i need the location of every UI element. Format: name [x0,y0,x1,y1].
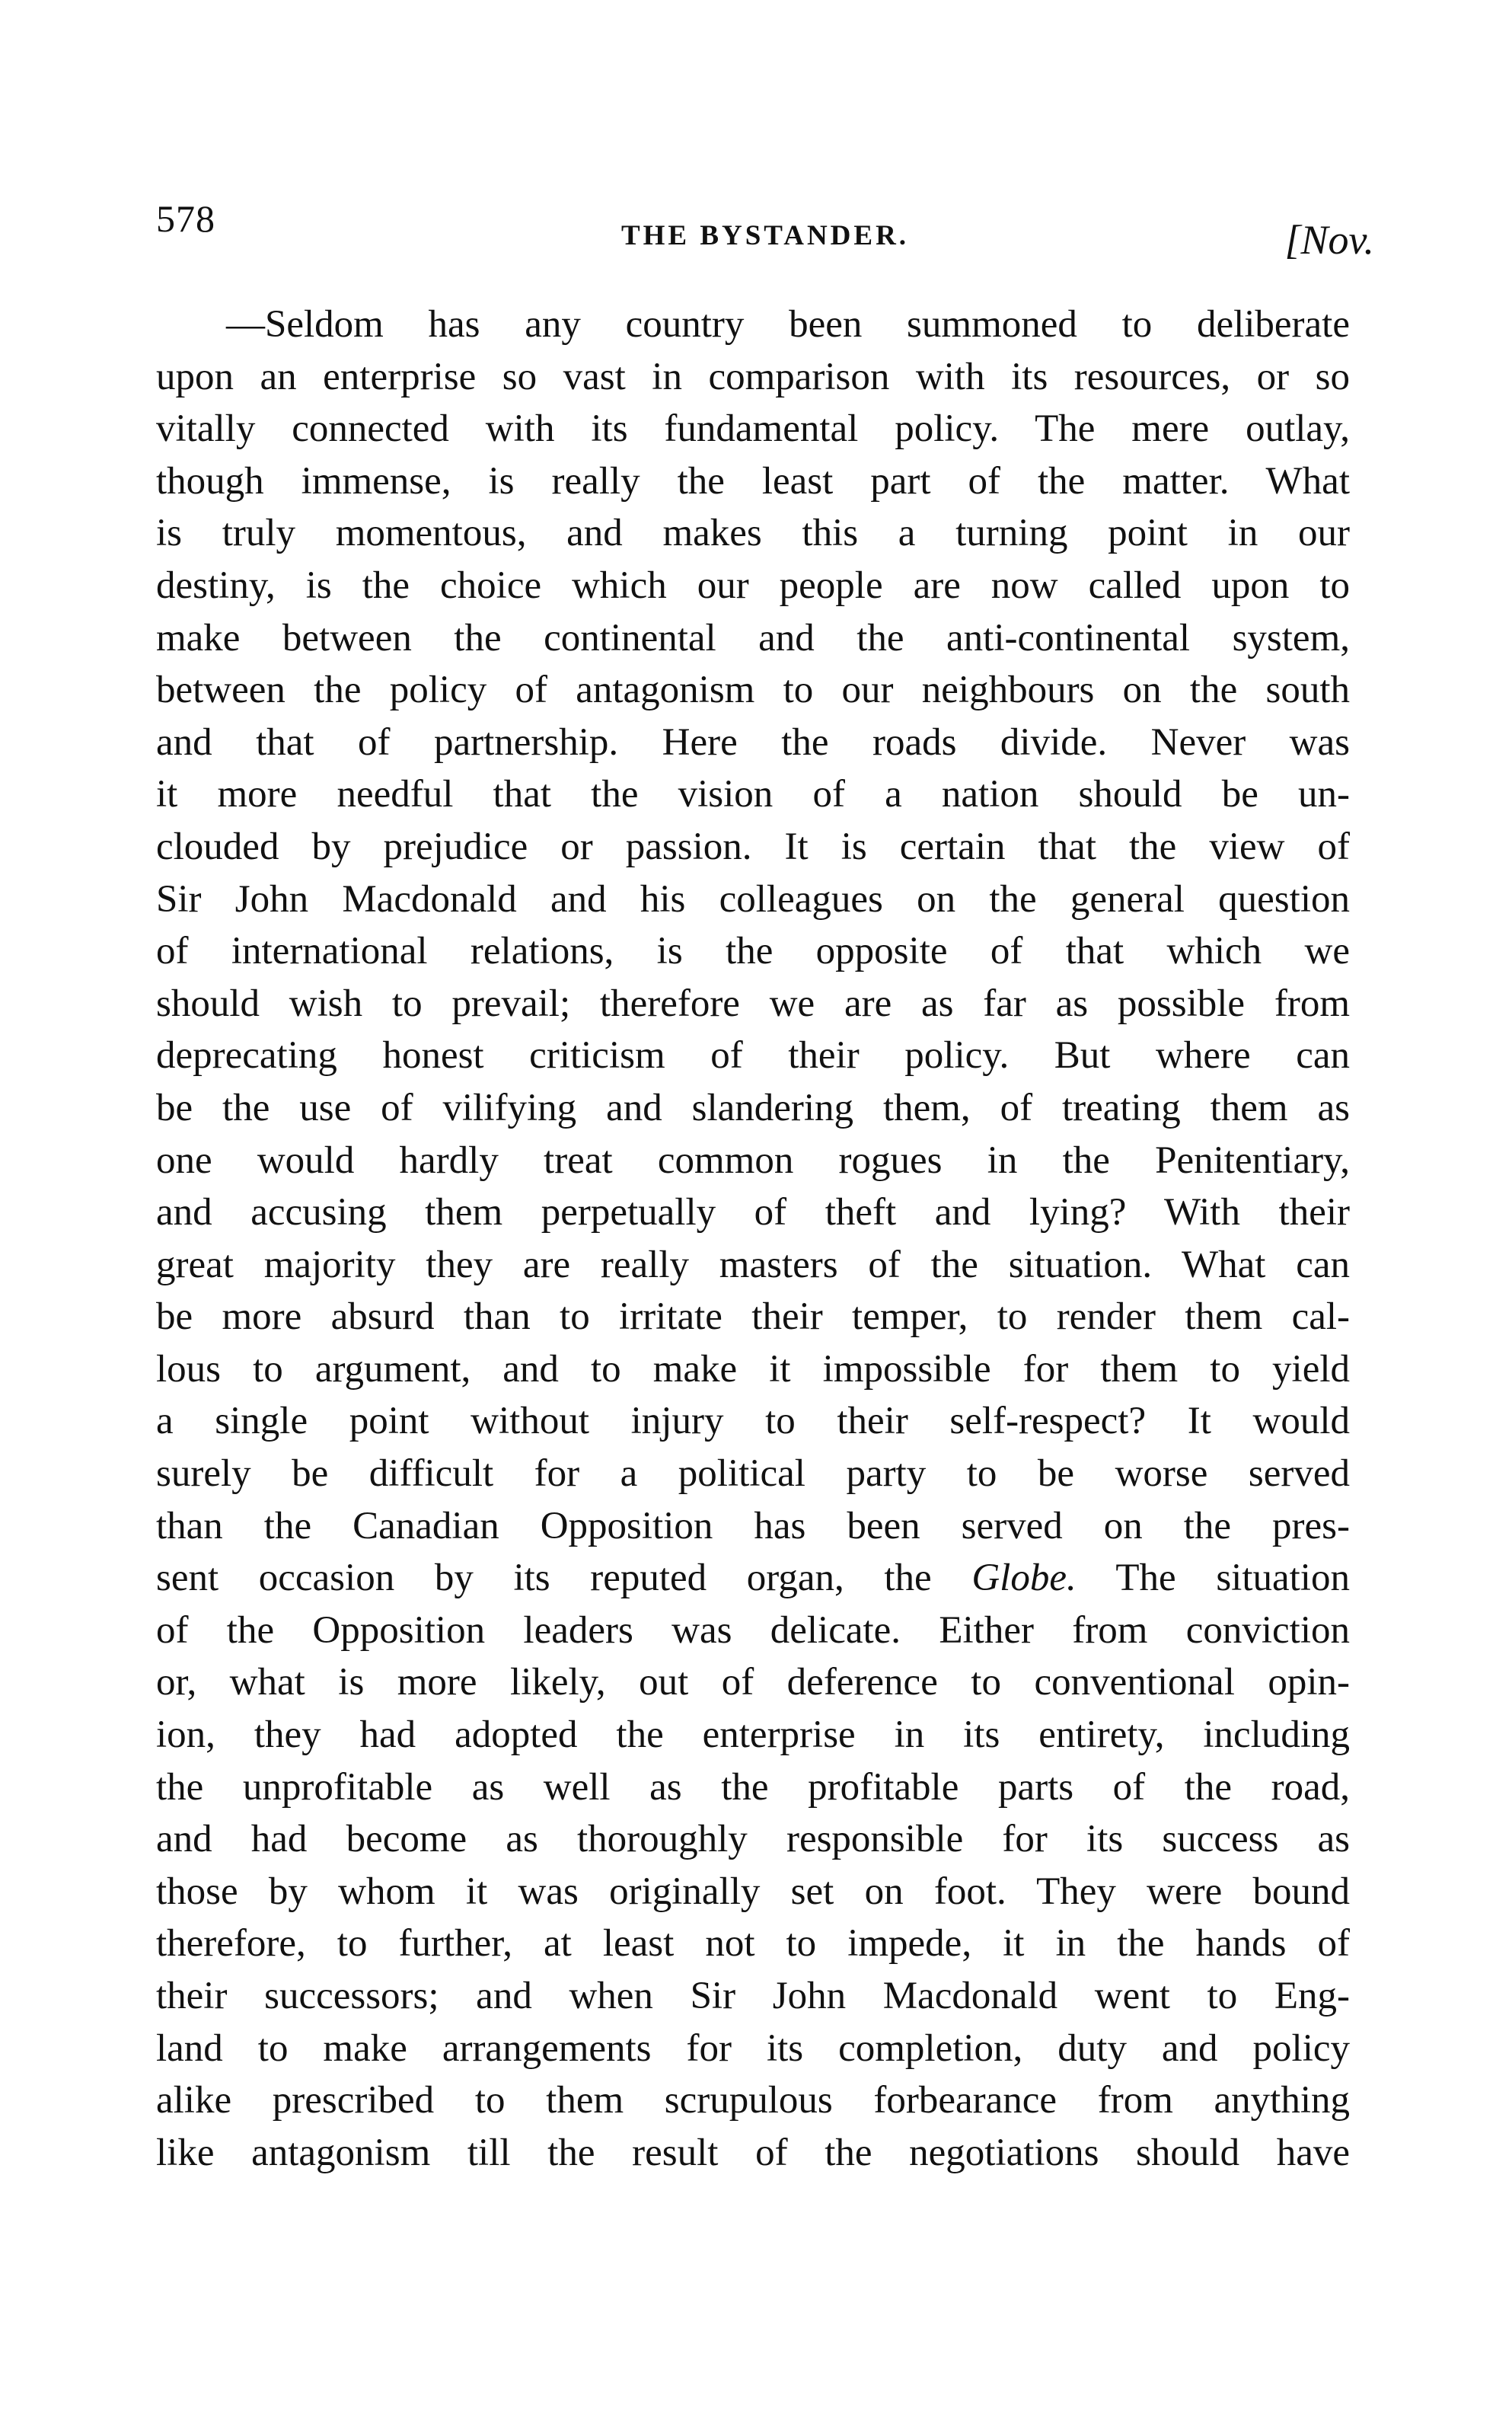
text-line: make between the continental and the anti-continental system, [156,616,1350,659]
text-line: like antagonism till the result of the negotiations should have [156,2131,1350,2174]
text-line: be the use of vilifying and slandering them, of treating them as [156,1086,1350,1129]
text-line: is truly momentous, and makes this a turning point in our [156,512,1350,555]
text-line: those by whom it was originally set on foot. They were bound [156,1870,1350,1913]
text-line: ion, they had adopted the enterprise in its entirety, including [156,1713,1350,1757]
text-line: the unprofitable as well as the profitable parts of the road, [156,1765,1350,1809]
text-line-with-italic [156,1552,1350,1605]
text-line: lous to argument, and to make it impossible for them to yield [156,1347,1350,1391]
body-paragraph [156,299,1350,2179]
text-segment: The situation [1115,1557,1350,1600]
text-line: their successors; and when Sir John Macdonald went to Eng- [156,1975,1350,2017]
text-line: —Seldom has any country been summoned to deliberate [226,303,1350,346]
text-line: though immense, is really the least part of the matter. What [156,459,1350,503]
text-line: and accusing them perpetually of theft and lying? With their [156,1191,1350,1234]
page-header [156,196,1374,265]
text-line: upon an enterprise so vast in comparison with its resources, or so [156,355,1350,398]
text-line: or, what is more likely, out of deference to conventional opin- [156,1661,1350,1704]
text-line: than the Canadian Opposition has been served on the pres- [156,1504,1350,1547]
text-line: between the policy of antagonism to our neighbours on the south [156,669,1350,712]
text-line: be more absurd than to irritate their temper, to render them cal- [156,1295,1350,1339]
running-date: [Nov. [1284,217,1374,263]
text-line: alike prescribed to them scrupulous forbearance from anything [156,2079,1350,2122]
text-line: destiny, is the choice which our people are now called upon to [156,564,1350,607]
text-line: therefore, to further, at least not to impede, it in the hands of [156,1922,1350,1966]
text-line: of international relations, is the opposite of that which we [156,930,1350,973]
text-line: of the Opposition leaders was delicate. Either from conviction [156,1608,1350,1652]
text-line: Sir John Macdonald and his colleagues on the general question [156,877,1350,921]
text-line: one would hardly treat common rogues in the Penitentiary, [156,1138,1350,1182]
page-number: 578 [156,197,215,240]
text-line: it more needful that the vision of a nation should be un- [156,773,1350,816]
text-line: surely be difficult for a political party to be worse served [156,1452,1350,1496]
running-head: THE BYSTANDER. [620,220,910,251]
text-line: clouded by prejudice or passion. It is certain that the view of [156,825,1350,868]
text-line: land to make arrangements for its completion, duty and policy [156,2026,1350,2070]
text-line: great majority they are really masters of the situation. What can [156,1243,1350,1286]
text-line: deprecating honest criticism of their policy. But where can [156,1034,1350,1078]
text-line: and had become as thoroughly responsible for its success as [156,1818,1350,1861]
text-line: vitally connected with its fundamental policy. The mere outlay, [156,407,1350,451]
text-line: a single point without injury to their self-respect? It would [156,1400,1350,1443]
text-line: should wish to prevail; therefore we are as far as possible from [156,982,1350,1025]
text-line: and that of partnership. Here the roads divide. Never was [156,720,1350,764]
newspaper-title-italic: Globe. [971,1557,1077,1600]
text-segment: sent occasion by its reputed organ, the [156,1557,932,1600]
